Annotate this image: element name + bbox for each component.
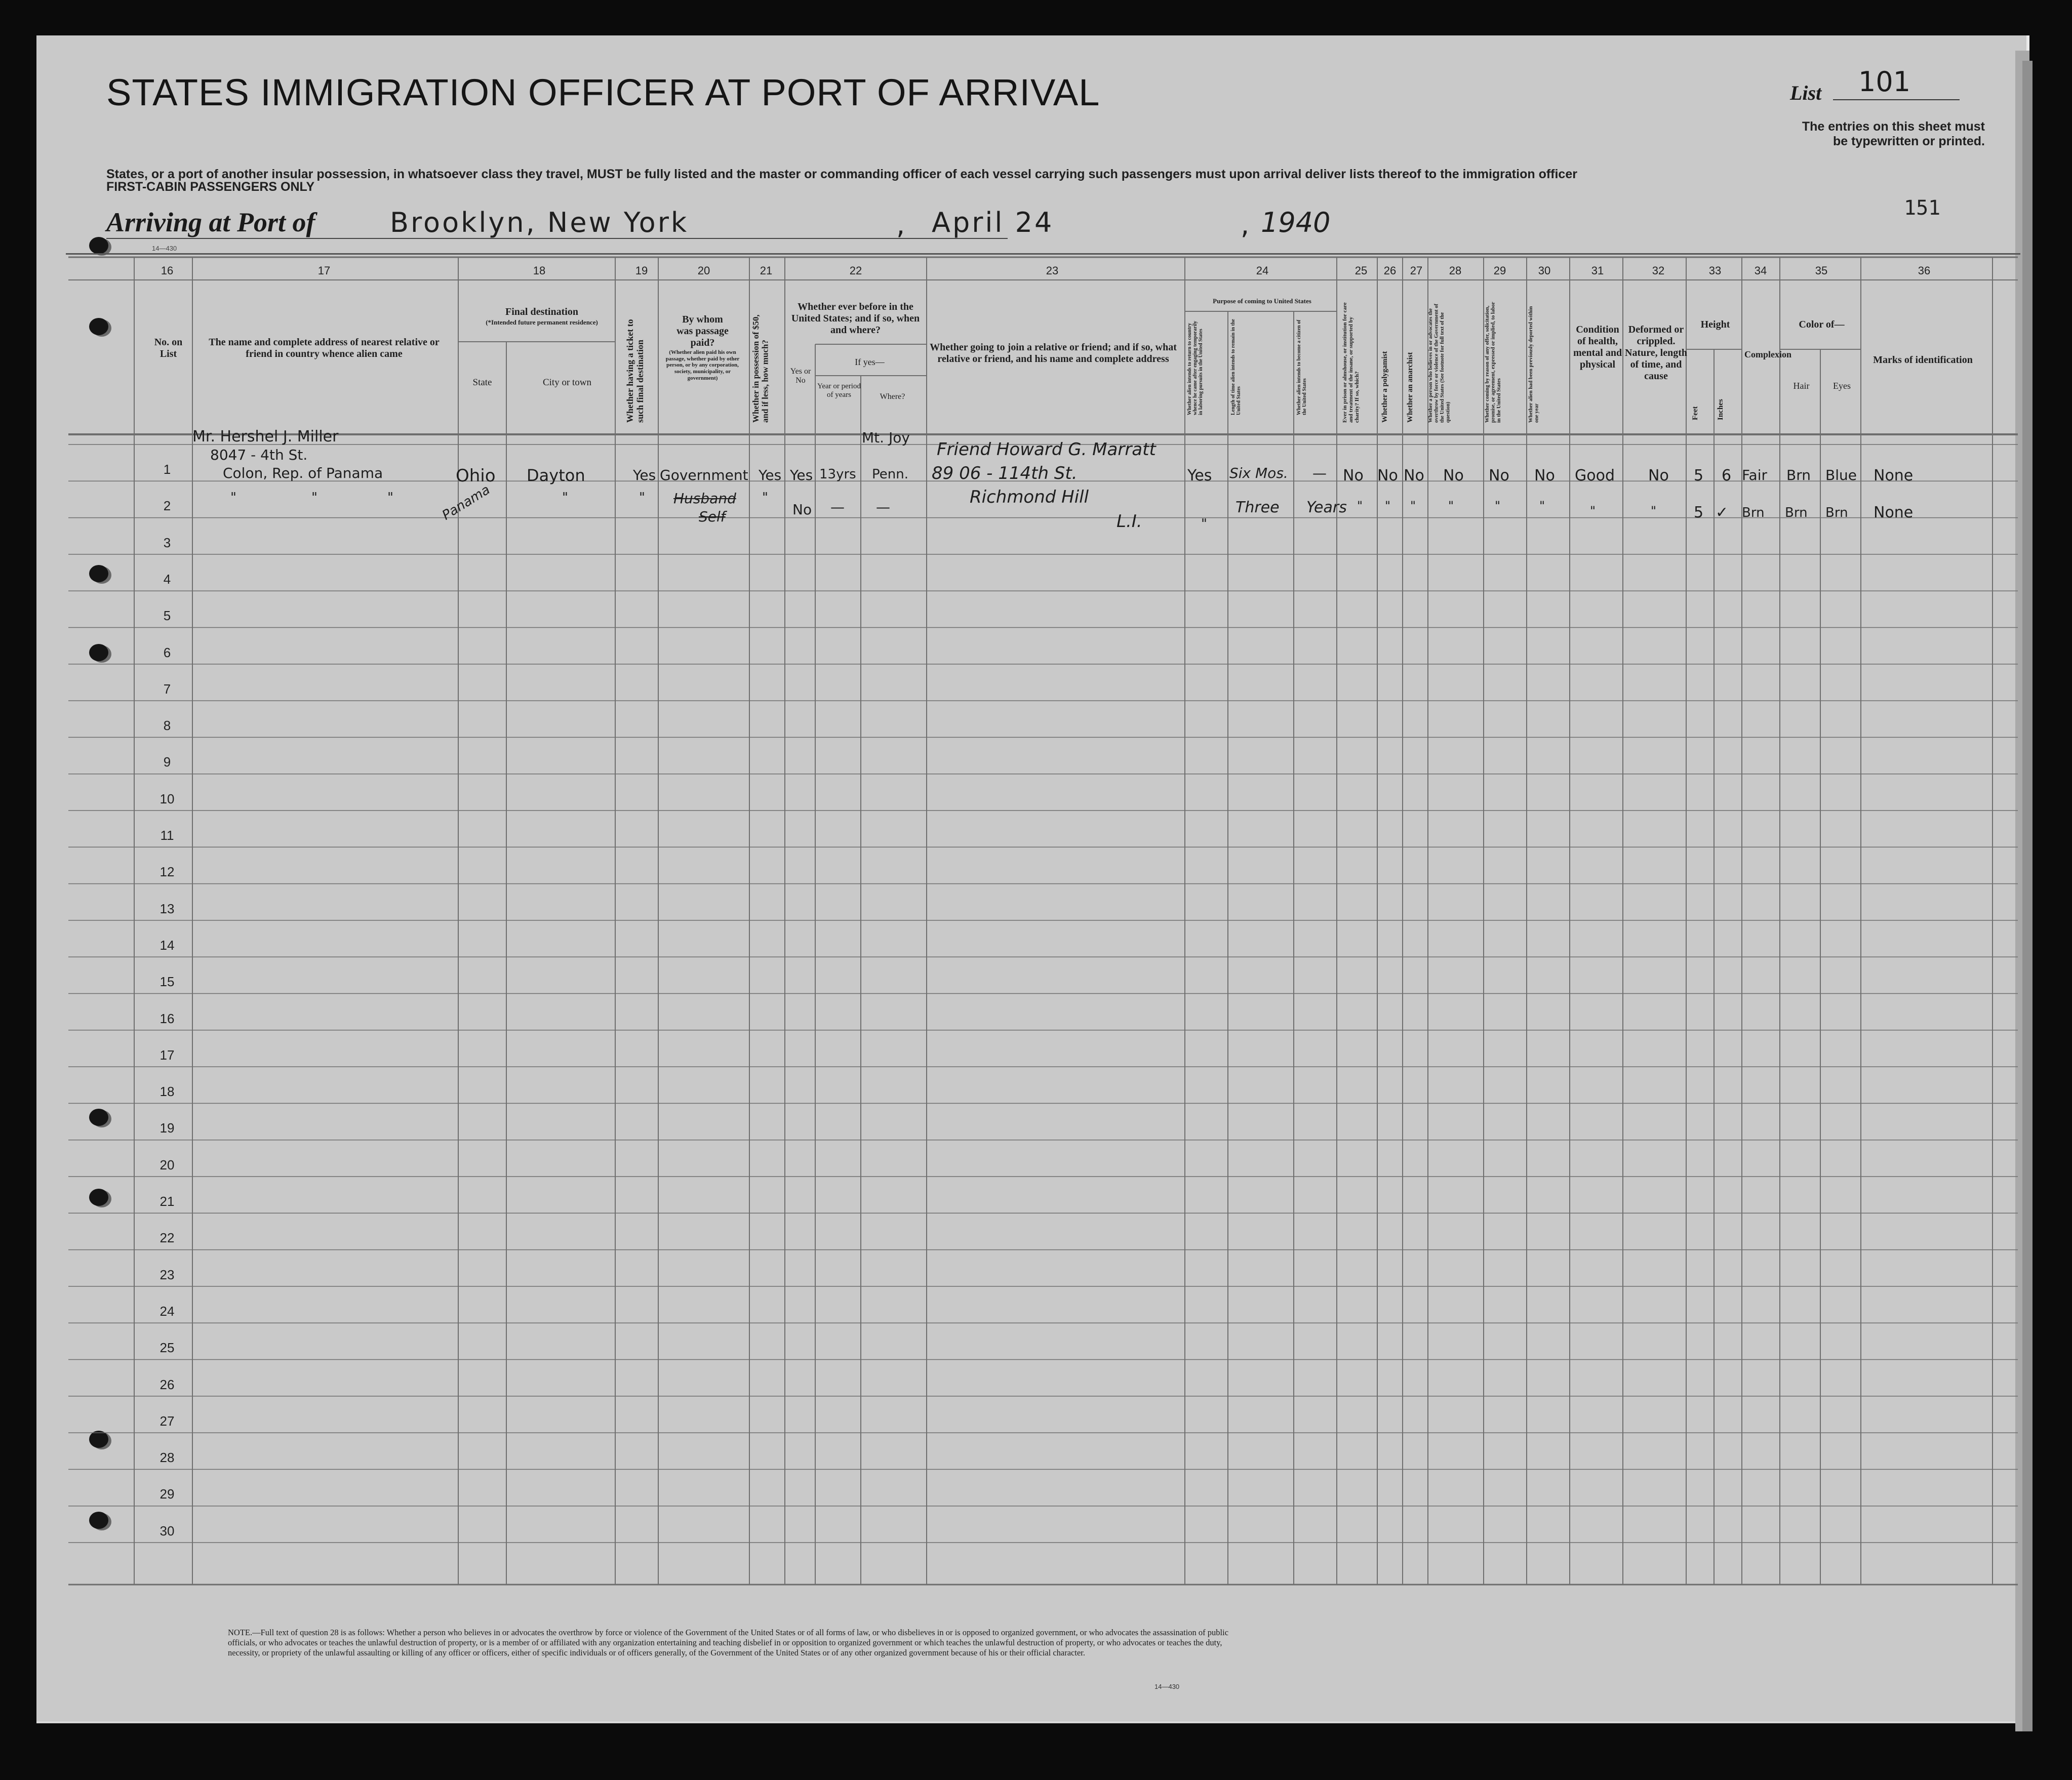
entry-2-period: —: [830, 499, 845, 515]
page-number: 151: [1904, 196, 1941, 220]
entry-1-state: Ohio: [456, 466, 496, 486]
entry-1-before: Yes: [790, 467, 813, 483]
entry-2-relative-line-1: ": [230, 490, 236, 505]
arrival-date: April 24: [932, 207, 1054, 238]
row-number: 22: [160, 1230, 175, 1246]
header-ever-before: Whether ever before in the United States; and if so, when and where?: [791, 301, 920, 336]
entry-2-q30: ": [1539, 499, 1545, 513]
header-purpose-citizen: Whether alien intends to become a citizen of the United States: [1296, 319, 1307, 415]
col-num-22: 22: [849, 264, 862, 277]
entry-1-where-1: Mt. Joy: [862, 429, 910, 446]
header-feet: Feet: [1691, 406, 1699, 420]
list-label: List: [1790, 82, 1822, 104]
row-number: 17: [160, 1047, 175, 1063]
header-city: City or town: [542, 377, 592, 388]
col-num-31: 31: [1591, 264, 1604, 277]
row-number: 26: [160, 1377, 175, 1392]
entry-1-q30: No: [1534, 467, 1555, 484]
row-number: 10: [160, 791, 175, 806]
row-number: 7: [163, 681, 171, 697]
header-final-destination-note: (*Intended future permanent residence): [486, 318, 598, 326]
header-color-of: Color of—: [1799, 319, 1845, 330]
col-num-34: 34: [1754, 264, 1767, 277]
entry-2-length: Three: [1236, 499, 1280, 516]
col-num-29: 29: [1493, 264, 1506, 277]
row-number: 16: [160, 1010, 175, 1026]
entry-2-where: —: [876, 499, 890, 515]
header-purpose-return: Whether alien intends to return to country whence he came after engaging temporarily in laboring pursuits in the United States: [1187, 320, 1204, 415]
arriving-label: Arriving at Port of: [106, 207, 315, 237]
header-ticket: Whether having a ticket to such final destination: [625, 319, 645, 423]
header-passage-paid: By whom was passage paid?: [676, 314, 729, 348]
row-number: 28: [160, 1450, 175, 1466]
entry-2-relative-line-3: ": [387, 490, 393, 505]
entry-2-relative-line-2: ": [311, 490, 317, 505]
entry-2-anarchist: ": [1410, 499, 1416, 513]
row-number: 8: [163, 718, 171, 734]
entry-2-city: ": [562, 490, 568, 505]
col-num-35: 35: [1815, 264, 1828, 277]
entry-2-ticket: ": [639, 490, 645, 505]
port-of-arrival: Brooklyn, New York: [390, 207, 689, 238]
col-num-19: 19: [635, 264, 648, 277]
entry-2-before: No: [792, 501, 812, 518]
entry-1-inches: 6: [1722, 467, 1732, 484]
entry-1-period: 13yrs: [819, 467, 856, 482]
header-join-relative: Whether going to join a relative or friend; and if so, what relative or friend, and his name and complete address: [930, 342, 1177, 365]
comma-2: ,: [1241, 209, 1250, 240]
header-period-years: Year or period of years: [817, 382, 861, 399]
list-number: 101: [1858, 66, 1911, 98]
entry-2-hair: Brn: [1785, 505, 1808, 520]
entry-1-citizen: —: [1312, 465, 1327, 481]
entry-2-fifty: ": [762, 490, 768, 505]
header-relative-address: The name and complete address of nearest relative or friend in country whence alien came: [209, 337, 440, 359]
entry-1-join-1: Friend Howard G. Marratt: [937, 439, 1156, 460]
row-number: 24: [160, 1303, 175, 1319]
row-number: 20: [160, 1157, 175, 1172]
entry-1-anarchist: No: [1404, 467, 1424, 484]
entry-1-return: Yes: [1187, 467, 1212, 484]
row-number: 25: [160, 1340, 175, 1356]
form-title: STATES IMMIGRATION OFFICER AT PORT OF ARRIVAL: [106, 71, 1100, 113]
row-number: 6: [163, 644, 171, 660]
col-num-18: 18: [533, 264, 546, 277]
entry-1-join-3: Richmond Hill: [970, 487, 1089, 507]
form-instructions: States, or a port of another insular possession, in whatsoever class they travel, MUST be fully listed and the master or commanding officer of each vessel carrying such passengers must upon arrival deliver lists thereof to the immigration officer: [106, 167, 1577, 181]
header-no-on-list: No. on List: [154, 337, 183, 359]
header-eyes: Eyes: [1833, 381, 1851, 391]
entry-2-paid-by-struck: Self: [699, 508, 726, 525]
header-q29: Whether coming by reason of any offer, solicitation, promise, or agreement, expressed or implied, to labor in the United States: [1485, 302, 1502, 423]
col-num-21: 21: [760, 264, 773, 277]
entry-2-prison: ": [1357, 499, 1363, 513]
row-number: 2: [163, 498, 171, 514]
entry-1-deformed: No: [1648, 467, 1669, 484]
entry-1-feet: 5: [1694, 467, 1704, 484]
arrival-year: 1940: [1261, 207, 1331, 238]
row-number: 13: [160, 901, 175, 916]
row-number: 19: [160, 1120, 175, 1136]
row-number: 11: [160, 828, 174, 843]
col-num-26: 26: [1383, 264, 1397, 277]
col-num-24: 24: [1256, 264, 1269, 277]
entry-1-polygamist: No: [1377, 467, 1398, 484]
entry-2-marks: None: [1874, 504, 1914, 521]
header-if-yes: If yes—: [855, 357, 885, 367]
header-marks: Marks of identification: [1873, 354, 1973, 366]
entry-1-health: Good: [1575, 467, 1615, 484]
entry-2-complexion: Brn: [1742, 505, 1765, 520]
header-prison: Ever in prison or almshouse, or institution for care and treatment of the insane, or supported by charity? If so, which?: [1342, 302, 1361, 423]
entry-2-eyes: Brn: [1825, 505, 1848, 520]
header-polygamist: Whether a polygamist: [1381, 351, 1389, 423]
entry-2-polygamist: ": [1385, 499, 1391, 513]
row-number: 29: [160, 1486, 175, 1502]
entry-1-join-4: L.I.: [1117, 511, 1142, 532]
header-q30: Whether alien had been previously deported within one year: [1528, 306, 1540, 423]
entry-2-q29: ": [1495, 499, 1501, 513]
header-q28: Whether a person who believes in or advocates the overthrow by force or violence of the Government of the United States (See footnote for full text of the question): [1428, 303, 1451, 423]
col-num-16: 16: [161, 264, 174, 277]
footnote-question-28: NOTE.—Full text of question 28 is as follows: Whether a person who believes in or advocates the overthrow by force or violence of the Government of the United States or of all forms of law, or who disbelieves in or is opposed to organized government, or who advocates the assassination of public officials, or who advocates or teaches the unlawful destruction of property, or is a member of or affiliated with any organization entertaining and teaching disbelief in or opposition to organized government or which teaches the unlawful destruction of property, or who advocates or teaches the duty, necessity, or propriety of the unlawful assaulting or killing of any officer or officers, either of specific individuals or of officers generally, of the Government of the United States or of any other organized government because of his or their official character.: [228, 1628, 1229, 1657]
entry-2-inches: ✓: [1716, 504, 1729, 521]
header-passage-paid-note: (Whether alien paid his own passage, whether paid by other person, or by any corporation, society, municipality, or government): [665, 349, 740, 381]
header-deformed: Deformed or crippled. Nature, length of time, and cause: [1625, 324, 1687, 382]
entry-2-health: ": [1590, 504, 1596, 518]
header-hair: Hair: [1793, 381, 1810, 391]
entry-2-feet: 5: [1694, 504, 1704, 521]
entry-1-ticket: Yes: [633, 467, 656, 483]
row-number: 23: [160, 1267, 175, 1282]
entry-2-q28: ": [1448, 499, 1454, 513]
entry-1-fifty: Yes: [759, 467, 782, 483]
col-num-17: 17: [317, 264, 331, 277]
row-number: 5: [163, 608, 171, 624]
entry-1-eyes: Blue: [1825, 467, 1857, 483]
col-num-27: 27: [1410, 264, 1423, 277]
header-purpose: Purpose of coming to United States: [1213, 297, 1311, 305]
row-number: 21: [160, 1194, 175, 1209]
entry-2-return: ": [1201, 516, 1207, 532]
header-purpose-length: Length of time alien intends to remain in the United States: [1230, 319, 1242, 415]
entry-1-relative-line-2: 8047 - 4th St.: [210, 447, 308, 463]
header-state: State: [472, 377, 492, 388]
col-num-28: 28: [1449, 264, 1462, 277]
entry-1-q29: No: [1489, 467, 1509, 484]
row-number: 14: [160, 937, 175, 953]
row-number: 15: [160, 974, 175, 990]
entry-1-length: Six Mos.: [1229, 465, 1288, 481]
entry-2-citizen: Years: [1306, 499, 1347, 516]
row-number: 3: [163, 535, 171, 550]
entry-1-join-2: 89 06 - 114th St.: [932, 463, 1078, 483]
row-number: 1: [163, 462, 171, 477]
entry-1-where-2: Penn.: [872, 467, 908, 482]
entry-1-relative-line-1: Mr. Hershel J. Miller: [192, 428, 339, 446]
col-num-36: 36: [1918, 264, 1931, 277]
entry-1-city: Dayton: [527, 466, 585, 485]
entry-1-paid-by: Government: [660, 467, 748, 483]
entry-1-marks: None: [1874, 467, 1914, 484]
entries-note-line-1: The entries on this sheet must: [1802, 119, 1985, 134]
entry-1-q28: No: [1443, 467, 1464, 484]
comma-1: ,: [896, 209, 905, 240]
row-number: 12: [160, 864, 175, 880]
header-complexion: Complexion: [1744, 349, 1792, 359]
entry-1-hair: Brn: [1786, 467, 1811, 483]
header-fifty-dollars: Whether in possession of $50, and if less, how much?: [751, 314, 770, 423]
header-anarchist: Whether an anarchist: [1406, 352, 1414, 423]
entries-note-line-2: be typewritten or printed.: [1832, 134, 1985, 148]
row-number: 4: [163, 571, 171, 587]
col-num-25: 25: [1354, 264, 1368, 277]
passenger-class-note: FIRST-CABIN PASSENGERS ONLY: [106, 180, 315, 194]
entry-2-deformed: ": [1651, 504, 1657, 518]
col-num-30: 30: [1538, 264, 1551, 277]
entry-1-relative-line-3: Colon, Rep. of Panama: [223, 465, 383, 481]
col-num-32: 32: [1652, 264, 1665, 277]
form-code-bottom: 14—430: [1154, 1683, 1180, 1690]
col-num-20: 20: [697, 264, 710, 277]
entry-2-state: Panama: [440, 482, 493, 523]
header-yes-or-no: Yes or No: [790, 367, 811, 385]
row-number: 18: [160, 1084, 175, 1100]
row-number: 30: [160, 1523, 175, 1539]
row-number: 9: [163, 754, 171, 770]
header-where: Where?: [880, 392, 905, 401]
header-final-destination: Final destination: [505, 306, 578, 317]
form-code: 14—430: [152, 245, 177, 252]
header-inches: Inches: [1717, 399, 1725, 420]
header-height: Height: [1700, 319, 1730, 330]
col-num-33: 33: [1708, 264, 1722, 277]
entry-1-prison: No: [1343, 467, 1364, 484]
row-number: 27: [160, 1413, 175, 1429]
col-num-23: 23: [1046, 264, 1059, 277]
entry-2-paid-by: Husband: [673, 490, 736, 507]
header-health: Condition of health, mental and physical: [1573, 324, 1622, 370]
entry-1-complexion: Fair: [1742, 467, 1767, 483]
